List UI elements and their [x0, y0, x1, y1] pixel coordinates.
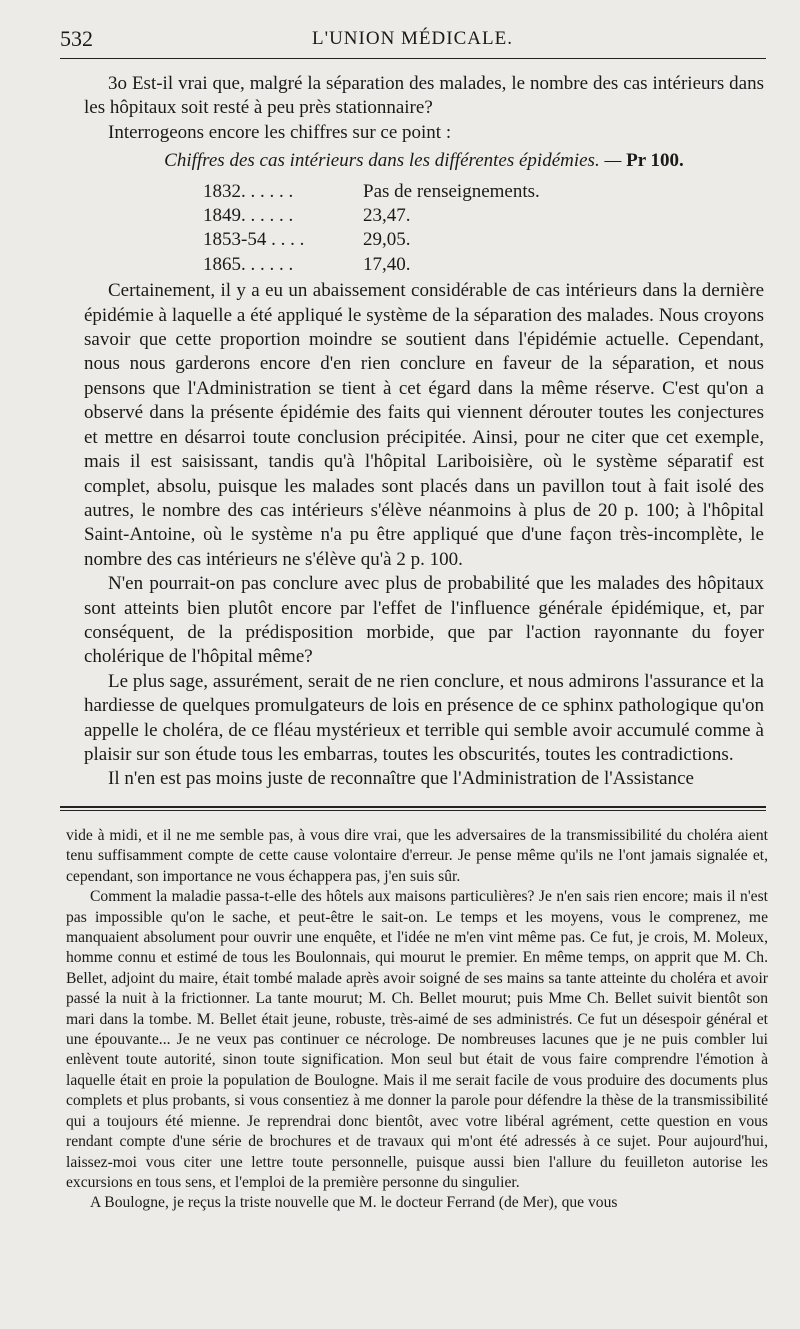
body-paragraph: N'en pourrait-on pas conclure avec plus de probabilité que les malades des hôpitaux sont atteints bien plutôt encore par l'effet de l'influence générale épidémique, et, par conséquent, de la prédisposition morbide, que par l'action rayonnante du foyer cholérique de l'hôpital même? — [84, 573, 764, 668]
table-year: 1849. . . . . . — [203, 205, 294, 227]
prompt-paragraph: Interrogeons encore les chiffres sur ce point : — [108, 121, 452, 143]
body-paragraph: Il n'en est pas moins juste de reconnaître que l'Administration de l'Assistance — [108, 768, 694, 790]
feuilleton-rule — [60, 806, 766, 808]
feuilleton-paragraph: A Boulogne, je reçus la triste nouvelle que M. le docteur Ferrand (de Mer), que vous — [90, 1194, 618, 1212]
main-article — [84, 72, 764, 792]
running-header — [60, 22, 765, 52]
table-year: 1832. . . . . . — [203, 180, 294, 202]
journal-title: L'UNION MÉDICALE. — [312, 28, 513, 49]
table-title — [84, 149, 764, 173]
table-title-text: Chiffres des cas intérieurs dans les différentes épidémies. — — [164, 150, 622, 172]
epidemic-table — [203, 180, 540, 278]
table-row — [203, 204, 540, 228]
body-paragraph: Certainement, il y a eu un abaissement considérable de cas intérieurs dans la dernière épidémie à laquelle a été appliqué le système de la séparation des malades. Nous croyons savoir que cette proportion moindre se soutient dans l'épidémie actuelle. Cependant, nous nous garderons encore d'en rien conclure en faveur de la séparation, et nous pensons que l'Administration se tient à cet égard dans la même réserve. C'est qu'on a observé dans la présente épidémie des faits qui viennent dérouter toutes les conjectures et mettre en désarroi toute conclusion précipitée. Ainsi, pour ne citer que cet exemple, mais il est saisissant, tandis qu'à l'hôpital Lariboisière, où le système séparatif est complet, absolu, puisque les malades sont placés dans un pavillon tout à fait isolé des autres, le nombre des cas intérieurs s'élève néanmoins à plus de 20 p. 100; à l'hôpital Saint-Antoine, où le système n'a pu être appliqué que d'une façon très-incomplète, le nombre des cas intérieurs ne s'élève qu'à 2 p. 100. — [84, 280, 764, 570]
table-row — [203, 228, 540, 252]
feuilleton-paragraph: vide à midi, et il ne me semble pas, à vous dire vrai, que les adversaires de la transmissibilité du choléra aient tenu suffisamment compte de cette cause volontaire d'erreur. Je pense même qu'ils ne l'ont jamais signalée et, cependant, son importance ne vous échappera pas, j'en suis sûr. — [66, 827, 768, 885]
page-number: 532 — [60, 26, 93, 51]
table-year: 1853-54 . . . . — [203, 229, 305, 251]
table-row — [203, 180, 540, 204]
feuilleton-paragraph: Comment la maladie passa-t-elle des hôtels aux maisons particulières? Je n'en sais rien encore; mais il n'est pas impossible qu'on le sache, et peut-être le sait-on. Le temps et les moyens, vous le comprenez, me manquaient absolument pour ouvrir une enquête, et l'idée ne m'en vint même pas. Ce fut, je crois, M. Moleux, homme connu et estimé de tous les Boulonnais, qui mourut le premier. En même temps, on apprit que M. Ch. Bellet, adjoint du maire, était tombé malade après avoir soigné de ses mains sa tante atteinte du choléra et avoir passé la nuit à la frictionner. La tante mourut; M. Ch. Bellet mourut; puis Mme Ch. Bellet suivit bientôt son mari dans la tombe. M. Bellet était jeune, robuste, très-aimé de ses administrés. Ce fut un désespoir général et une épouvante... Je ne veux pas continuer ce nécrologe. De nombreuses lacunes que je ne puis combler lui enlèvent toute autorité, sinon toute signification. Mon seul but était de vous faire comprendre l'émotion à laquelle était en proie la population de Boulogne. Mais il me serait facile de vous produire des documents plus complets et plus probants, si vous consentiez à me donner la parole pour défendre la thèse de la transmissibilité qui a toujours été mienne. Je reprendrai donc bientôt, avec votre libéral agrément, cette question en vous rendant compte d'une série de brochures et de travaux qui m'ont été adressés à ce sujet. Pour aujourd'hui, laissez-moi vous citer une lettre toute personnelle, puisque aussi bien l'allure du feuilleton autorise les excursions en tous sens, et l'emploi de la première personne du singulier. — [66, 888, 768, 1191]
table-year: 1865. . . . . . — [203, 253, 294, 275]
question-paragraph: 3o Est-il vrai que, malgré la séparation des malades, le nombre des cas intérieurs dans les hôpitaux soit resté à peu près stationnaire? — [84, 73, 764, 119]
table-title-percent: Pr 100. — [626, 150, 684, 172]
table-value: 23,47. — [363, 205, 411, 227]
body-paragraph: Le plus sage, assurément, serait de ne rien conclure, et nous admirons l'assurance et la hardiesse de quelques promulgateurs de lois en présence de ce sphinx pathologique qu'on appelle le choléra, de ce fléau mystérieux et terrible qui semble avoir accumulé comme à plaisir sur son étude tous les embarras, toutes les obscurités, toutes les contradictions. — [84, 670, 764, 765]
feuilleton-rule-thin — [60, 810, 766, 811]
table-value: Pas de renseignements. — [363, 180, 540, 202]
table-row — [203, 253, 540, 277]
table-value: 29,05. — [363, 229, 411, 251]
table-value: 17,40. — [363, 253, 411, 275]
feuilleton — [66, 826, 768, 1214]
header-rule — [60, 58, 766, 59]
